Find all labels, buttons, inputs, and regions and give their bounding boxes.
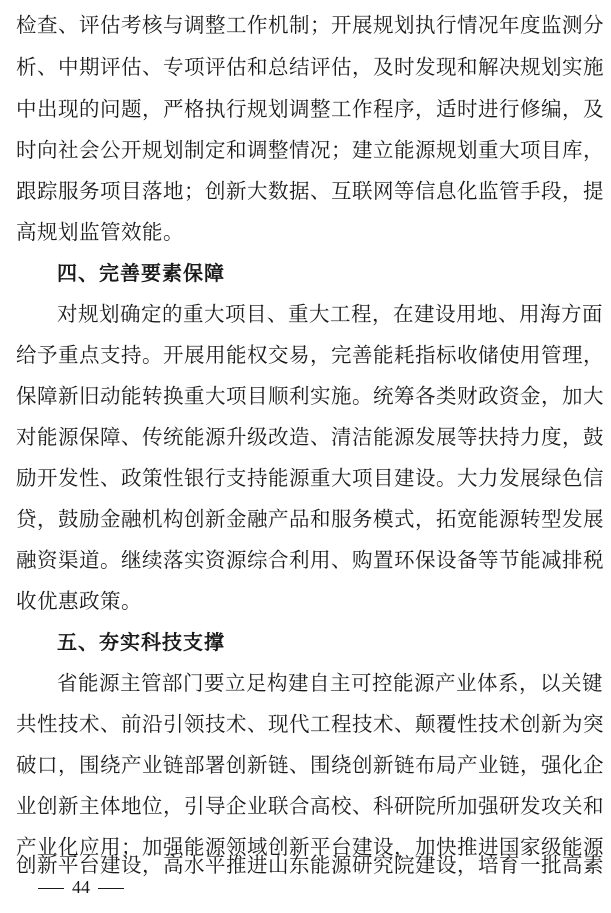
text-line: 业创新主体地位，引导企业联合高校、科研院所加强研发攻关和 <box>16 794 604 818</box>
text-line: 跟踪服务项目落地；创新大数据、互联网等信息化监管手段，提 <box>16 179 604 203</box>
page-number-footer <box>30 872 132 902</box>
dash-right <box>98 888 124 889</box>
text-line: 时向社会公开规划制定和调整情况；建立能源规划重大项目库， <box>16 138 604 162</box>
text-line: 高规划监管效能。 <box>16 220 184 244</box>
text-line: 收优惠政策。 <box>16 589 142 613</box>
text-line: 省能源主管部门要立足构建自主可控能源产业体系，以关键 <box>57 671 603 695</box>
text-line: 保障新旧动能转换重大项目顺利实施。统筹各类财政资金，加大 <box>16 384 604 408</box>
text-line: 对能源保障、传统能源升级改造、清洁能源发展等扶持力度，鼓 <box>16 425 604 449</box>
text-line: 给予重点支持。开展用能权交易，完善能耗指标收储使用管理， <box>16 343 604 367</box>
text-line: 析、中期评估、专项评估和总结评估，及时发现和解决规划实施 <box>16 55 604 79</box>
section-heading-4: 四、完善要素保障 <box>57 261 225 285</box>
text-line: 检查、评估考核与调整工作机制；开展规划执行情况年度监测分 <box>16 13 604 37</box>
text-line: 对规划确定的重大项目、重大工程，在建设用地、用海方面 <box>57 302 603 326</box>
text-line: 共性技术、前沿引领技术、现代工程技术、颠覆性技术创新为突 <box>16 712 604 736</box>
dash-left <box>38 888 64 889</box>
text-line: 励开发性、政策性银行支持能源重大项目建设。大力发展绿色信 <box>16 466 604 490</box>
text-line-final: 创新平台建设，高水平推进山东能源研究院建设，培育一批高素 <box>16 853 604 877</box>
text-line: 产业化应用；加强能源领域创新平台建设，加快推进国家级能源 <box>16 835 604 859</box>
text-line: 中出现的问题，严格执行规划调整工作程序，适时进行修编，及 <box>16 97 604 121</box>
text-line: 融资渠道。继续落实资源综合利用、购置环保设备等节能减排税 <box>16 548 604 572</box>
page-number: 44 <box>72 877 90 897</box>
section-heading-5: 五、夯实科技支撑 <box>57 630 225 654</box>
text-line: 贷，鼓励金融机构创新金融产品和服务模式，拓宽能源转型发展 <box>16 507 604 531</box>
text-line: 破口，围绕产业链部署创新链、围绕创新链布局产业链，强化企 <box>16 753 604 777</box>
